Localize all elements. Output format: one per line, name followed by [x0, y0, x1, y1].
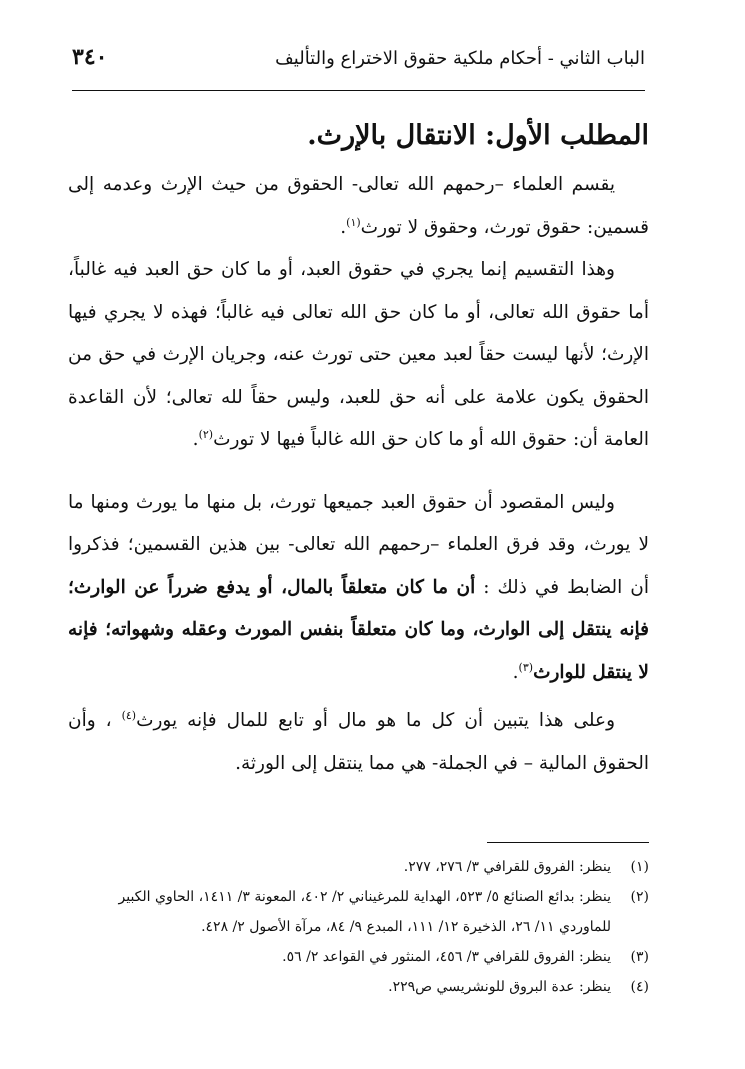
footnote-ref: (١): [346, 215, 361, 229]
footnote-2: [68, 882, 649, 942]
paragraph-text: وهذا التقسيم إنما يجري في حقوق العبد، أو ما كان حق العبد فيه غالباً، أما حقوق الله تعالى، أو ما كان حق الله تعالى فيه غالباً؛ فهذه لا يجري فيها الإرث؛ لأنها ليست حقاً لعبد معين حتى تورث عنه، وجريان الإرث في حق من الحقوق يكون علامة على أنه حق للعبد، وليس حقاً لله تعالى؛ لأن القاعدة العامة أن: حقوق الله أو ما كان حق الله غالباً فيها لا تورث: [68, 259, 649, 450]
paragraph-text: وليس المقصود أن حقوق العبد جميعها تورث، بل منها ما يورث ومنها ما لا يورث، وقد فرق العلماء –رحمهم الله تعالى- بين هذين القسمين؛ فذكروا أن الضابط في ذلك :: [68, 491, 649, 598]
footnote-4: [68, 972, 649, 1002]
running-header: [72, 34, 645, 91]
paragraph-2: [68, 249, 649, 462]
footnote-separator: [487, 842, 649, 843]
footnote-ref: (٣): [518, 660, 534, 674]
page-number: ٣٤٠: [72, 44, 108, 70]
paragraph-end: .: [192, 429, 199, 450]
footnote-ref: (٤): [121, 708, 137, 722]
paragraph-3: [68, 482, 649, 695]
paragraph-text-continued: ، وأن الحقوق المالية – في الجملة- هي مما ينتقل إلى الورثة.: [68, 710, 649, 774]
paragraph-text: يقسم العلماء –رحمهم الله تعالى- الحقوق من حيث الإرث وعدمه إلى قسمين: حقوق تورث، وحقوق لا تورث: [68, 174, 649, 238]
footnote-number: (٢): [630, 889, 649, 905]
footnote-text: ينظر: الفروق للقرافي ٣/ ٤٥٦، المنثور في القواعد ٢/ ٥٦.: [282, 949, 611, 965]
footnote-text: ينظر: بدائع الصنائع ٥/ ٥٢٣، الهداية للمرغيناني ٢/ ٤٠٢، المعونة ٣/ ١٤١١، الحاوي الكبير للماوردي ١١/ ٢٦، الذخيرة ١٢/ ١١١، المبدع ٩/ ٨٤، مرآة الأصول ٢/ ٤٢٨.: [118, 889, 611, 935]
footnote-number: (٣): [630, 949, 649, 965]
footnote-ref: (٢): [198, 427, 214, 441]
section-title: المطلب الأول: الانتقال بالإرث.: [307, 120, 649, 151]
header-title: الباب الثاني - أحكام ملكية حقوق الاختراع والتأليف: [275, 48, 645, 69]
footnote-3: [68, 942, 649, 972]
footnote-number: (٤): [630, 979, 649, 995]
paragraph-end: .: [340, 216, 347, 238]
footnote-text: ينظر: الفروق للقرافي ٣/ ٢٧٦، ٢٧٧.: [403, 859, 611, 875]
footnote-number: (١): [630, 859, 649, 875]
footnote-1: [68, 852, 649, 882]
paragraph-bold-text: أن ما كان متعلقاً بالمال، أو يدفع ضرراً عن الوارث؛ فإنه ينتقل إلى الوارث، وما كان متعلقاً بنفس المورث وعقله وشهواته؛ فإنه لا ينتقل للوارث: [68, 576, 649, 683]
footnotes: [68, 852, 649, 1002]
paragraph-4: [68, 700, 649, 785]
paragraph-text: وعلى هذا يتبين أن كل ما هو مال أو تابع للمال فإنه يورث: [136, 710, 616, 731]
paragraph-end: .: [512, 661, 519, 683]
paragraph-1: [68, 164, 649, 249]
footnote-text: ينظر: عدة البروق للونشريسي ص٢٢٩.: [388, 979, 611, 995]
main-text: [68, 164, 649, 785]
